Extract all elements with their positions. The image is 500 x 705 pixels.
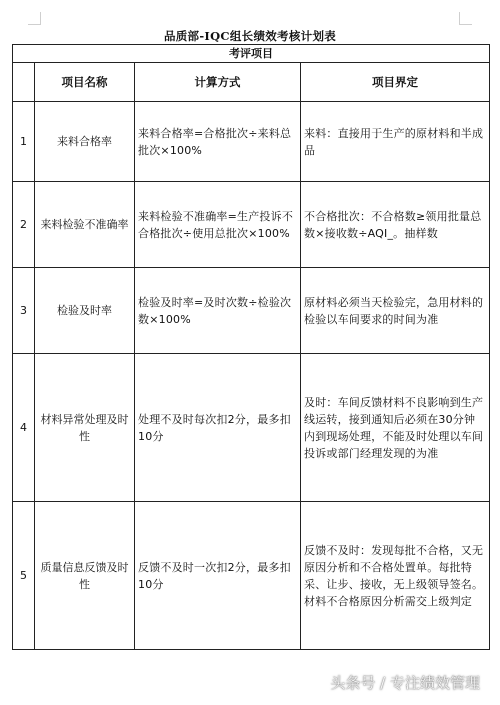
column-header-def: 项目界定 [301,63,490,102]
table-row [13,354,490,502]
calc-method: 来料合格率=合格批次÷来料总批次×100% [135,102,301,182]
row-number: 1 [13,102,35,182]
table-row [13,268,490,354]
item-name: 检验及时率 [35,268,135,354]
item-definition: 原材料必须当天检验完，急用材料的检验以车间要求的时间为准 [301,268,490,354]
row-number: 4 [13,354,35,502]
row-number: 5 [13,502,35,650]
row-number: 3 [13,268,35,354]
column-header-row [13,63,490,102]
column-header-calc: 计算方式 [135,63,301,102]
table-row [13,182,490,268]
table-row [13,502,490,650]
column-header-name: 项目名称 [35,63,135,102]
calc-method: 来料检验不准确率=生产投诉不合格批次÷使用总批次×100% [135,182,301,268]
item-definition: 及时：车间反馈材料不良影响到生产线运转，接到通知后必须在30分钟内到现场处理，不能及时处理以车间投诉或部门经理发现的为准 [301,354,490,502]
calc-method: 处理不及时每次扣2分，最多扣10分 [135,354,301,502]
item-name: 来料合格率 [35,102,135,182]
crop-mark-top-left [28,12,41,25]
section-header-row [13,45,490,63]
item-name: 来料检验不准确率 [35,182,135,268]
column-header-number [13,63,35,102]
assessment-table [12,44,490,650]
row-number: 2 [13,182,35,268]
item-definition: 来料：直接用于生产的原材料和半成品 [301,102,490,182]
item-name: 材料异常处理及时性 [35,354,135,502]
item-name: 质量信息反馈及时性 [35,502,135,650]
crop-mark-top-right [459,12,472,25]
table-row [13,102,490,182]
item-definition: 反馈不及时：发现每批不合格，又无原因分析和不合格处置单。每批特采、让步、接收，无上级领导签名。材料不合格原因分析需交上级判定 [301,502,490,650]
calc-method: 反馈不及时一次扣2分，最多扣10分 [135,502,301,650]
section-header: 考评项目 [13,45,490,63]
document-title: 品质部-IQC组长绩效考核计划表 [163,29,337,43]
calc-method: 检验及时率=及时次数÷检验次数×100% [135,268,301,354]
item-definition: 不合格批次：不合格数≥领用批量总数×接收数÷AQI_。抽样数 [301,182,490,268]
watermark: 头条号 / 专注绩效管理 [330,674,480,692]
